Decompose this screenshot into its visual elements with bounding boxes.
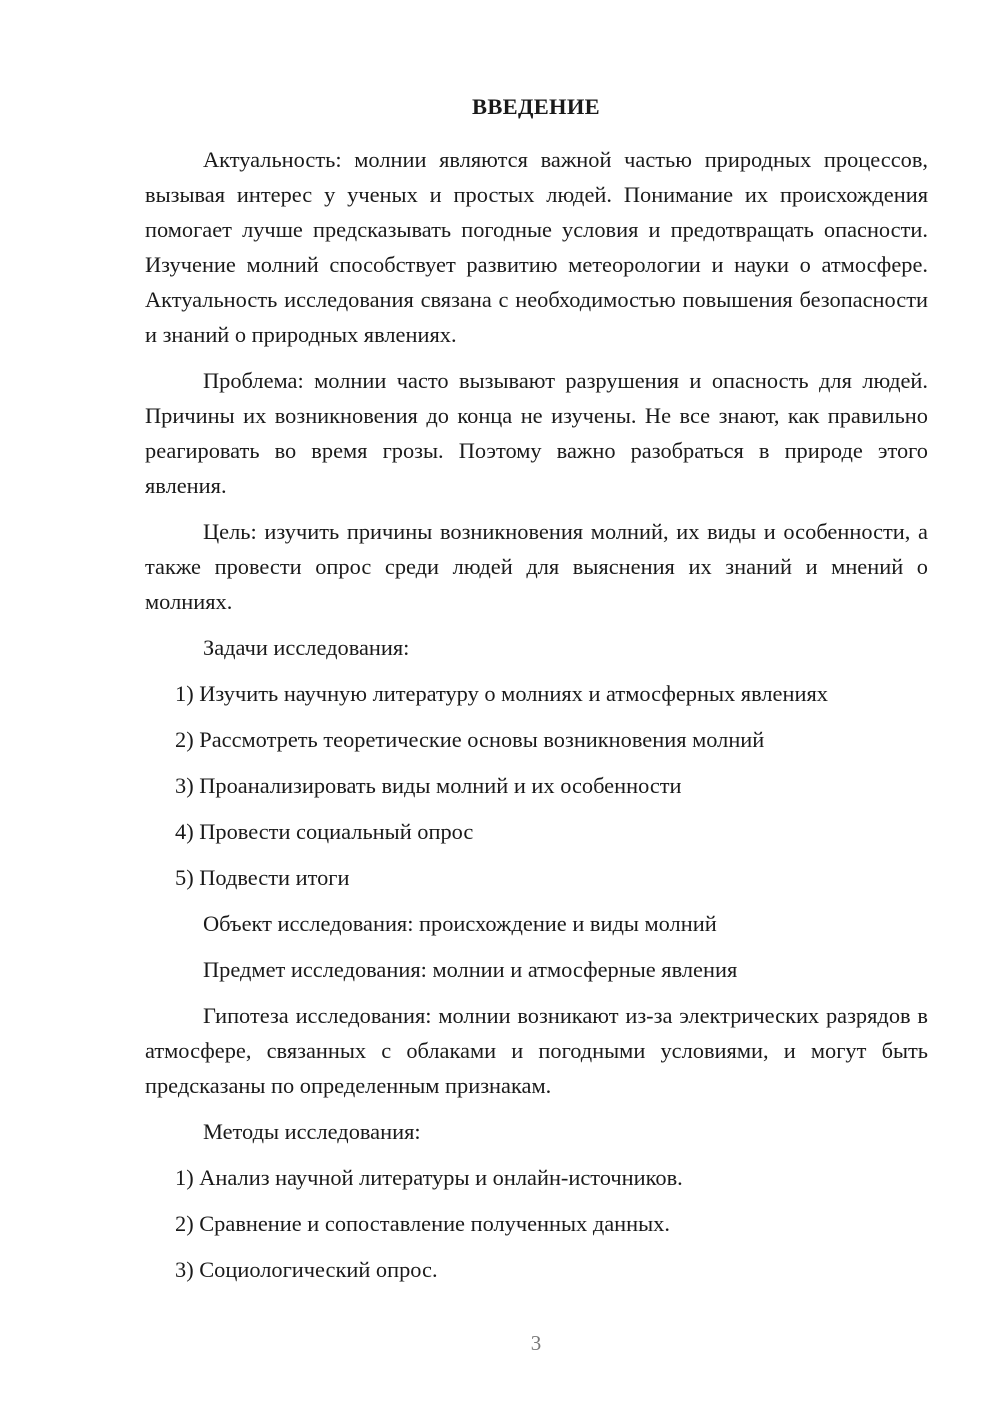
task-item: 4) Провести социальный опрос [175,819,474,844]
method-item: 2) Сравнение и сопоставление полученных данных. [175,1211,670,1236]
hypothesis-paragraph: Гипотеза исследования: молнии возникают из-за электрических разрядов в атмосфере, связанных с облаками и погодными условиями, и могут быть предсказаны по определенным признакам. [145,1003,928,1098]
tasks-title: Задачи исследования: [203,635,410,660]
task-item: 3) Проанализировать виды молний и их особенности [175,773,682,798]
task-item: 1) Изучить научную литературу о молниях и атмосферных явлениях [175,681,828,706]
problem-paragraph: Проблема: молнии часто вызывают разрушения и опасность для людей. Причины их возникновения до конца не изучены. Не все знают, как правильно реагировать во время грозы. Поэтому важно разобраться в природе этого явления. [145,368,928,498]
research-object: Объект исследования: происхождение и виды молний [203,911,717,936]
task-item: 5) Подвести итоги [175,865,350,890]
method-item: 1) Анализ научной литературы и онлайн-источников. [175,1165,683,1190]
body-text [145,142,928,1298]
method-item: 3) Социологический опрос. [175,1257,438,1282]
research-subject: Предмет исследования: молнии и атмосферные явления [203,957,738,982]
task-item: 2) Рассмотреть теоретические основы возникновения молний [175,727,765,752]
page-number: 3 [530,1331,542,1355]
relevance-paragraph: Актуальность: молнии являются важной частью природных процессов, вызывая интерес у ученых и простых людей. Понимание их происхождения помогает лучше предсказывать погодные условия и предотвращать опасности. Изучение молний способствует развитию метеорологии и науки о атмосфере. Актуальность исследования связана с необходимостью повышения безопасности и знаний о природных явлениях. [145,147,928,347]
goal-paragraph: Цель: изучить причины возникновения молний, их виды и особенности, а также провести опрос среди людей для выяснения их знаний и мнений о молниях. [145,519,928,614]
methods-title: Методы исследования: [203,1119,421,1144]
page-title: ВВЕДЕНИЕ [472,94,600,119]
